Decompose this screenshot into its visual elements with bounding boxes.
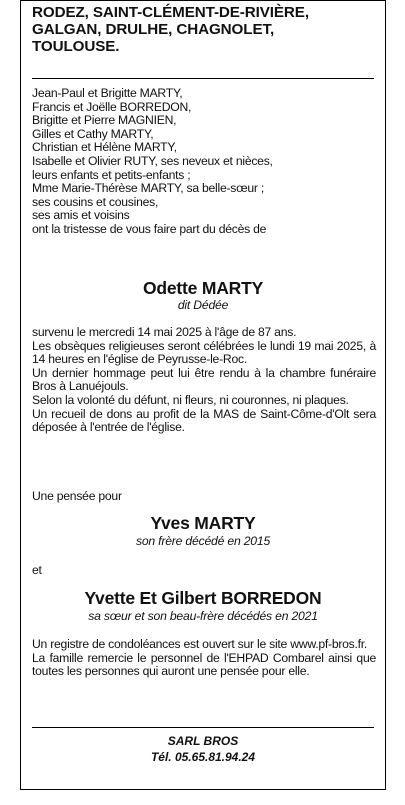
deceased-name: Odette MARTY: [142, 278, 264, 298]
thought-intro: Une pensée pour: [32, 489, 122, 503]
remembered-note-2: sa sœur et son beau-frère décédés en 2021: [88, 609, 318, 623]
family-line: Jean-Paul et Brigitte MARTY,: [32, 86, 183, 100]
detail-paragraph: Un dernier hommage peut lui être rendu à la chambre funéraire Bros à Lanuéjouls.: [32, 365, 376, 394]
family-line: Brigitte et Pierre MAGNIEN,: [32, 113, 177, 128]
detail-paragraph: survenu le mercredi 14 mai 2025 à l'âge de 87 ans.: [32, 325, 297, 339]
detail-paragraph: Un recueil de dons au profit de la MAS de Saint-Côme-d'Olt sera déposée à l'entrée de l'église.: [32, 406, 376, 435]
family-line: Mme Marie-Thérèse MARTY, sa belle-sœur ;: [32, 181, 265, 196]
family-line: leurs enfants et petits-enfants ;: [32, 167, 191, 182]
deceased-nickname: dit Dédée: [177, 298, 229, 312]
family-line: Isabelle et Olivier RUTY, ses neveux et nièces,: [32, 153, 273, 168]
remembered-name-2: Yvette Et Gilbert BORREDON: [84, 588, 322, 608]
family-line: ses cousins et cousines,: [32, 194, 159, 209]
closing-paragraph: La famille remercie le personnel de l'EHPAD Combarel ainsi que toutes les personnes qui auront une pensée pour elle.: [32, 650, 376, 679]
family-line: ont la tristesse de vous faire part du décès de: [32, 221, 267, 236]
footer-company: SARL BROS: [167, 734, 239, 748]
footer-divider: [32, 727, 374, 728]
obituary-notice: [20, 0, 386, 790]
footer-phone: Tél. 05.65.81.94.24: [150, 750, 256, 764]
family-line: Gilles et Cathy MARTY,: [32, 126, 154, 141]
family-line: Christian et Hélène MARTY,: [32, 140, 177, 155]
locations-header: [32, 4, 372, 55]
locations-line: RODEZ, SAINT-CLÉMENT-DE-RIVIÈRE,: [32, 4, 309, 21]
family-list: [32, 87, 376, 237]
remembered-note-1: son frère décédé en 2015: [135, 534, 271, 548]
locations-line: GALGAN, DRULHE, CHAGNOLET,: [32, 21, 275, 38]
closing-paragraph: Un registre de condoléances est ouvert sur le site www.pf-bros.fr.: [32, 637, 368, 651]
funeral-details: [32, 326, 376, 435]
conjunction-text: et: [32, 563, 42, 577]
locations-line: TOULOUSE.: [32, 38, 120, 55]
closing-text: [32, 638, 376, 679]
header-divider: [32, 78, 374, 79]
detail-paragraph: Selon la volonté du défunt, ni fleurs, ni couronnes, ni plaques.: [32, 392, 349, 407]
detail-paragraph: Les obsèques religieuses seront célébrées le lundi 19 mai 2025, à 14 heures en l'église de Peyrusse-le-Roc.: [32, 338, 376, 367]
remembered-name-1: Yves MARTY: [150, 513, 256, 533]
family-line: Francis et Joëlle BORREDON,: [32, 99, 192, 114]
family-line: ses amis et voisins: [32, 208, 130, 223]
